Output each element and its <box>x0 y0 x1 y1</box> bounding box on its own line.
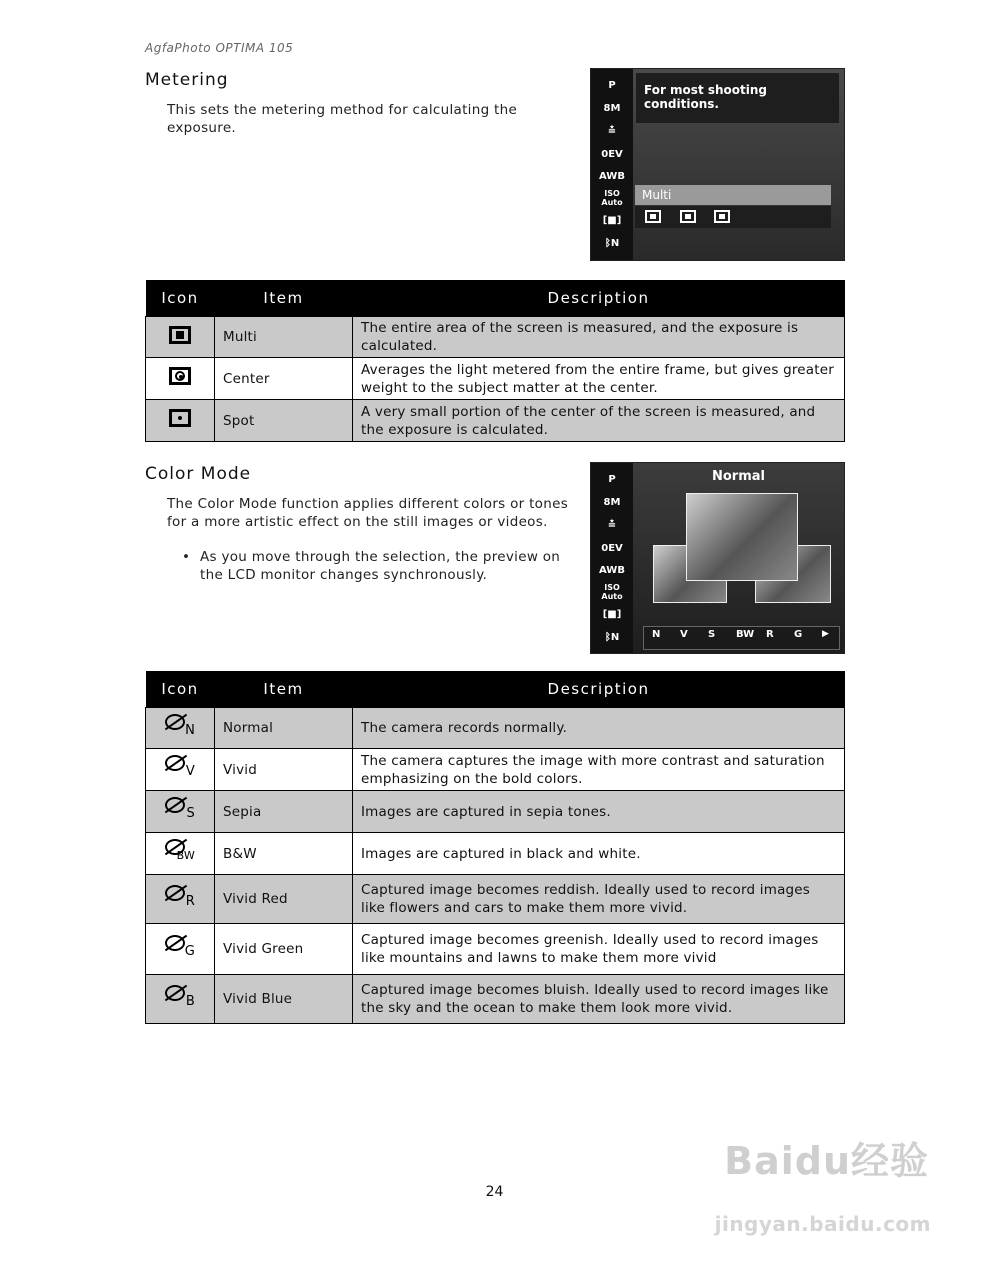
description-cell: Images are captured in black and white. <box>353 833 845 875</box>
preview-photo-center <box>686 493 798 581</box>
color-mode-table <box>145 671 845 1024</box>
table-row <box>146 749 845 791</box>
program-mode-icon: P <box>608 474 616 485</box>
camera-selected-option: Multi <box>635 185 831 205</box>
metering-icon: [■] <box>602 215 622 226</box>
item-cell: Sepia <box>215 791 353 833</box>
watermark-logo: Baidu经验 <box>724 1139 929 1183</box>
camera-tip-box: For most shooting conditions. <box>636 73 839 123</box>
metering-table <box>145 280 845 442</box>
color-vivid-icon: V <box>163 753 197 781</box>
table-row <box>146 708 845 749</box>
center-metering-icon <box>169 367 191 385</box>
color-mode-option-bar <box>643 626 840 650</box>
item-cell: Vivid Green <box>215 924 353 975</box>
multi-metering-icon <box>169 326 191 344</box>
table-row <box>146 358 845 400</box>
camera-main-area <box>633 69 844 260</box>
item-cell: Vivid Red <box>215 875 353 924</box>
bullet-text: As you move through the selection, the preview on the LCD monitor changes synchronously. <box>200 549 561 583</box>
quality-icon: ≛ <box>607 520 617 531</box>
table-row <box>146 975 845 1024</box>
table-row <box>146 317 845 358</box>
camera-main-area <box>633 463 844 653</box>
description-cell: Captured image becomes greenish. Ideally used to record images like mountains and lawns to make them more vivid <box>353 924 845 975</box>
camera-side-menu <box>591 463 633 653</box>
item-cell: Normal <box>215 708 353 749</box>
header-item: Item <box>215 671 353 708</box>
spot-metering-icon <box>169 409 191 427</box>
color-vivid-green-icon: G <box>163 933 197 961</box>
watermark-url: jingyan.baidu.com <box>714 1212 931 1236</box>
color-vivid-red-icon: R <box>163 883 197 911</box>
center-option-icon <box>680 210 696 223</box>
description-cell: Images are captured in sepia tones. <box>353 791 845 833</box>
camera-option-strip <box>635 206 831 228</box>
table-row <box>146 833 845 875</box>
color-option-vivid-icon: V <box>680 629 688 640</box>
color-bw-icon: BW <box>163 837 197 865</box>
iso-icon: ISO Auto <box>601 583 623 601</box>
camera-side-menu <box>591 69 633 260</box>
multi-option-icon <box>645 210 661 223</box>
description-cell: Captured image becomes bluish. Ideally used to record images like the sky and the ocean to make them look more vivid. <box>353 975 845 1024</box>
page-number: 24 <box>485 1184 504 1200</box>
header-item: Item <box>215 280 353 317</box>
exposure-icon: 0EV <box>601 149 623 160</box>
exposure-icon: 0EV <box>601 543 623 554</box>
metering-heading: Metering <box>145 70 229 90</box>
description-cell: The camera records normally. <box>353 708 845 749</box>
color-option-normal-icon: N <box>652 629 661 640</box>
item-cell: Vivid Blue <box>215 975 353 1024</box>
color-normal-icon: N <box>163 712 197 740</box>
item-cell: Spot <box>215 400 353 442</box>
color-mode-heading: Color Mode <box>145 464 252 484</box>
spot-option-icon <box>714 210 730 223</box>
color-sepia-icon: S <box>163 795 197 823</box>
document-header: AgfaPhoto OPTIMA 105 <box>145 41 294 55</box>
item-cell: Center <box>215 358 353 400</box>
table-row <box>146 924 845 975</box>
description-cell: A very small portion of the center of the screen is measured, and the exposure is calculated. <box>353 400 845 442</box>
table-header-row <box>146 671 845 708</box>
description-cell: Averages the light metered from the entire frame, but gives greater weight to the subject matter at the center. <box>353 358 845 400</box>
table-header-row <box>146 280 845 317</box>
color-mode-icon: ᛒN <box>604 238 620 249</box>
color-option-bw-icon: BW <box>736 629 755 640</box>
metering-camera-screen <box>590 68 845 261</box>
white-balance-icon: AWB <box>599 171 625 182</box>
table-row <box>146 791 845 833</box>
color-mode-icon: ᛒN <box>604 632 620 643</box>
color-vivid-blue-icon: B <box>163 983 197 1011</box>
program-mode-icon: P <box>608 80 616 91</box>
header-description: Description <box>353 280 845 317</box>
white-balance-icon: AWB <box>599 565 625 576</box>
resolution-icon: 8M <box>603 497 621 508</box>
header-description: Description <box>353 671 845 708</box>
item-cell: Vivid <box>215 749 353 791</box>
description-cell: The entire area of the screen is measured, and the exposure is calculated. <box>353 317 845 358</box>
color-mode-intro: The Color Mode function applies different colors or tones for a more artistic effect on the still images or videos. <box>167 496 569 530</box>
iso-icon: ISO Auto <box>601 189 623 207</box>
arrow-right-icon: ▶ <box>822 629 829 639</box>
color-mode-bullet <box>182 548 570 584</box>
description-cell: Captured image becomes reddish. Ideally used to record images like flowers and cars to make them more vivid. <box>353 875 845 924</box>
color-mode-screen-title: Normal <box>712 469 765 484</box>
item-cell: B&W <box>215 833 353 875</box>
resolution-icon: 8M <box>603 103 621 114</box>
header-icon: Icon <box>146 671 215 708</box>
table-row <box>146 875 845 924</box>
color-option-sepia-icon: S <box>708 629 716 640</box>
item-cell: Multi <box>215 317 353 358</box>
table-row <box>146 400 845 442</box>
bullet-dot: • <box>182 549 191 565</box>
color-mode-camera-screen <box>590 462 845 654</box>
metering-icon: [■] <box>602 609 622 620</box>
description-cell: The camera captures the image with more contrast and saturation emphasizing on the bold colors. <box>353 749 845 791</box>
header-icon: Icon <box>146 280 215 317</box>
color-option-red-icon: R <box>766 629 774 640</box>
metering-intro: This sets the metering method for calculating the exposure. <box>167 102 518 136</box>
color-option-green-icon: G <box>794 629 803 640</box>
quality-icon: ≛ <box>607 126 617 137</box>
